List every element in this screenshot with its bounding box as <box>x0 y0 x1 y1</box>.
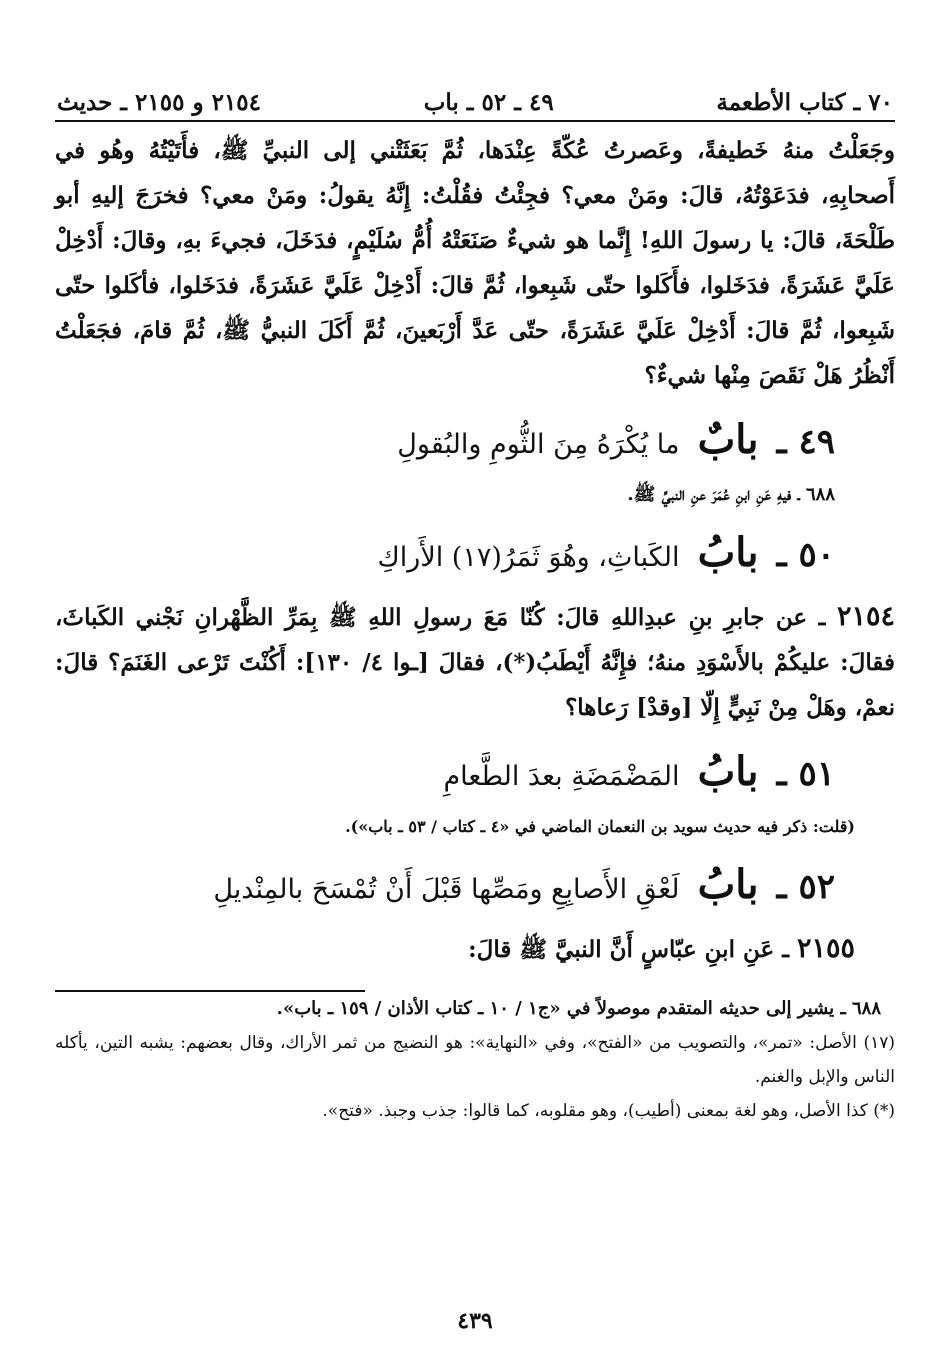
chapter-title: المَضْمَضَةِ بعدَ الطَّعامِ <box>443 761 680 792</box>
intro-paragraph: وجَعَلْتُ منهُ خَطيفةً، وعَصرتُ عُكّةً عِنْدَها، ثُمَّ بَعَثَتْني إلى النبيِّ ﷺ، فأَتَيْتُهُ وهُو في أَصحابِهِ، فدَعَوْتُهُ، قالَ: ومَنْ معي؟ فجِئْتُ فقُلْتُ: إِنَّهُ يقولُ: ومَنْ معي؟ فخرَجَ إليهِ أبو طَلْحَةَ، قالَ: يا رسولَ اللهِ! إِنَّما هو شيءٌ صَنَعَتْهُ أُمُّ سُلَيْمٍ، فدَخَلَ، فجيءَ بهِ، وقالَ: أَدْخِلْ عَلَيَّ عَشَرَةً، فدَخَلوا، فأَكَلوا حتّى شَبِعوا، ثُمَّ قالَ: أَدْخِلْ عَلَيَّ عَشَرَةً، فدَخَلوا، فأكَلوا حتّى شَبِعوا، ثُمَّ قالَ: أَدْخِلْ عَلَيَّ عَشَرَةً، حتّى عَدَّ أَرْبَعينَ، ثُمَّ أَكَلَ النبيُّ ﷺ، ثُمَّ قامَ، فجَعَلْتُ أَنْظُرُ هَلْ نَقَصَ مِنْها شيءٌ؟ <box>55 137 895 389</box>
hadith-text: ـ عَنِ ابنِ عبّاسٍ أَنَّ النبيَّ ﷺ قالَ: <box>468 936 789 963</box>
running-header <box>55 82 895 122</box>
header-book-title: ٧٠ ـ كتاب الأطعمة <box>716 89 893 116</box>
hadith-2155 <box>55 926 895 972</box>
book-page <box>55 82 895 1359</box>
chapter-52-heading <box>55 859 895 916</box>
chapter-number: ٥١ ـ <box>776 754 835 794</box>
chapter-bab: بابُ <box>697 529 759 576</box>
chapter-51-note: (قلت: ذكر فيه حديث سويد بن النعمان الماضي في «٤ ـ كتاب / ٥٣ ـ باب»). <box>345 817 855 836</box>
chapter-bab: بابُ <box>697 748 759 795</box>
hadith-number: ٢١٥٥ <box>796 933 855 964</box>
chapter-title: ما يُكْرَهُ مِنَ الثُّومِ والبُقولِ <box>397 429 680 460</box>
chapter-title: الكَباثِ، وهُوَ ثَمَرُ(١٧) الأَراكِ <box>377 542 680 573</box>
chapter-49-note: ٦٨٨ ـ فيهِ عَنِ ابنِ عُمَرَ عنِ النبيِّ ﷺ. <box>627 484 835 505</box>
footnote-star: (*) كذا الأصل، وهو لغة بمعنى (أطيب)، وهو مقلوبه، كما قالوا: جذب وجبذ. «فتح». <box>322 1101 895 1121</box>
footnote-688: ٦٨٨ ـ يشير إلى حديثه المتقدم موصولاً في «ج١ / ١٠ ـ كتاب الأذان / ١٥٩ ـ باب». <box>276 998 881 1019</box>
footnote-17: (١٧) الأصل: «تمر»، والتصويب من «الفتح»، وفي «النهاية»: هو النضيج من ثمر الأراك، وقال بعضهم: يشبه التين، يأكله الناس والإبل والغنم. <box>55 1033 895 1087</box>
chapter-50-heading <box>55 527 895 584</box>
chapter-number: ٤٩ ـ <box>776 422 835 462</box>
chapter-bab: بابُ <box>697 861 759 908</box>
chapter-51-heading <box>55 746 895 803</box>
chapter-title: لَعْقِ الأَصابِعِ ومَصِّها قَبْلَ أَنْ تُمْسَحَ بالمِنْديلِ <box>213 874 680 905</box>
chapter-number: ٥٠ ـ <box>776 535 835 575</box>
hadith-number: ٢١٥٤ <box>836 601 895 632</box>
hadith-text: ـ عن جابرِ بنِ عبدِاللهِ قالَ: كُنّا مَعَ رسولِ اللهِ ﷺ بِمَرِّ الظَّهْرانِ نَجْني الكَباثَ، فقالَ: عليكُمْ بالأَسْوَدِ منهُ؛ فإِنَّهُ أَيْطَبُ(*)، فقالَ [ـوا ٤/ ١٣٠]: أَكُنْتَ تَرْعى الغَنَمَ؟ قالَ: نعمْ، وهَلْ مِنْ نَبِيٍّ إِلّا [وقدْ] رَعاها؟ <box>55 604 895 721</box>
chapter-49-heading <box>55 414 895 471</box>
hadith-2154 <box>55 594 895 730</box>
chapter-bab: بابٌ <box>697 416 759 463</box>
chapter-number: ٥٢ ـ <box>776 867 835 907</box>
header-chapter-range: ٤٩ ـ ٥٢ ـ باب <box>423 89 554 116</box>
header-hadith-range: ٢١٥٤ و ٢١٥٥ ـ حديث <box>57 89 262 116</box>
page-number: ٤٣٩ <box>457 1308 493 1334</box>
